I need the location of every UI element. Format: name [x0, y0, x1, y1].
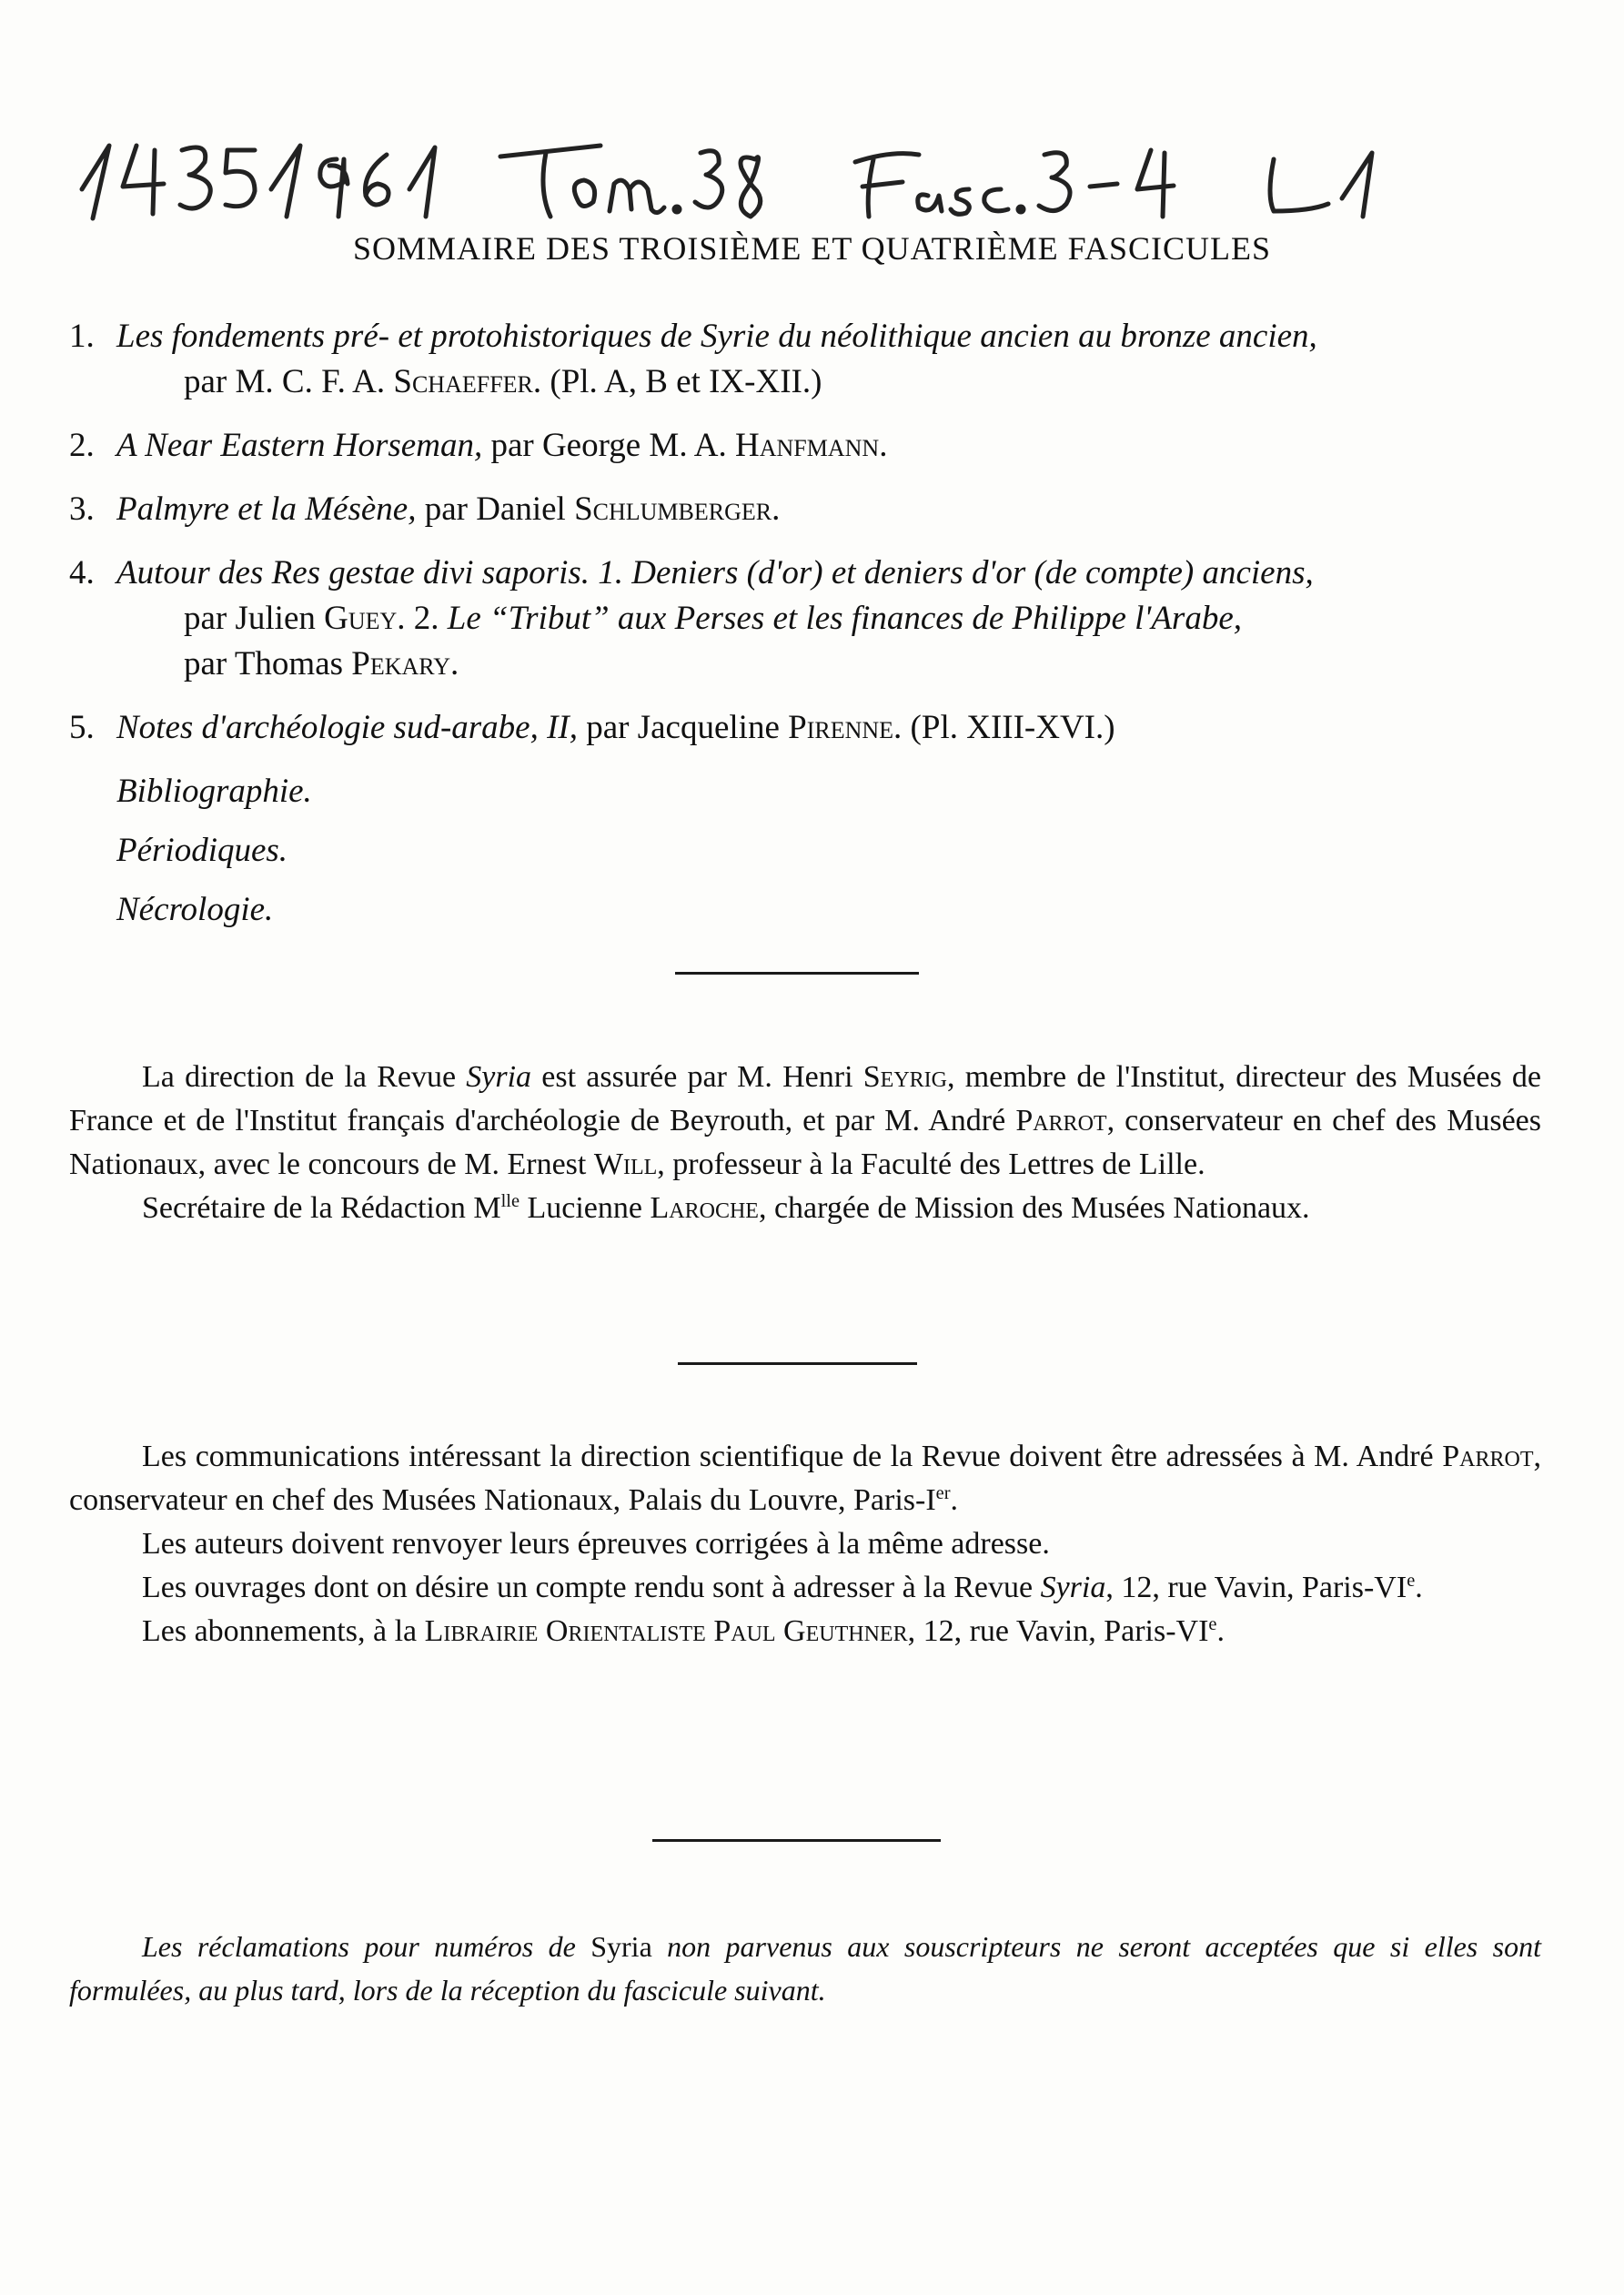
toc-item-number: 3. — [69, 490, 95, 528]
toc-extra-bibliographie: Bibliographie. — [116, 773, 312, 810]
toc-item-2 — [69, 423, 1543, 469]
article-byline: par Jacqueline — [577, 709, 780, 746]
handwriting-strokes — [73, 109, 1528, 246]
article-mid: . 2. — [397, 600, 439, 637]
article-author: Pirenne — [788, 709, 894, 746]
article-title: Les fondements pré- et protohistoriques de Syrie du néolithique ancien au bronze ancien, — [116, 318, 1317, 355]
toc-extra-periodiques: Périodiques. — [116, 832, 288, 869]
toc-item-number: 2. — [69, 427, 95, 464]
article-author: Schlumberger — [574, 490, 772, 528]
toc-item-body — [116, 487, 1543, 532]
toc-item-4 — [69, 551, 1543, 687]
claims-notice: Les réclamations pour numéros de Syria non parvenus aux souscripteurs ne seront acceptées que si elles sont formulées, au plus tard, lors de la réception du fascicule suivant. — [69, 1930, 1542, 2007]
article-byline: par George M. A. — [482, 427, 727, 464]
direction-paragraph: La direction de la Revue Syria est assurée par M. Henri Seyrig, membre de l'Institut, directeur des Musées de France et de l'Institut français d'archéologie de Beyrouth, et par M. André Parrot, conservateur en chef des Musées Nationaux, avec le concours de M. Ernest Will, professeur à la Faculté des Lettres de Lille. — [69, 1060, 1541, 1181]
toc-item-body — [116, 551, 1543, 687]
article-title-2: Le “Tribut” aux Perses et les finances de Philippe l'Arabe, — [447, 600, 1243, 637]
toc-item-number: 5. — [69, 709, 95, 746]
toc-item-body — [116, 314, 1543, 405]
section-divider — [675, 972, 919, 975]
article-title: A Near Eastern Horseman, — [116, 427, 483, 464]
secretary-paragraph: Secrétaire de la Rédaction $M^{lle}$ Lucienne Laroche, chargée de Mission des Musées Nationaux. — [142, 1190, 1310, 1225]
proofs-paragraph: Les auteurs doivent renvoyer leurs épreuves corrigées à la même adresse. — [142, 1527, 1050, 1561]
article-plates: . (Pl. XIII-XVI.) — [893, 709, 1115, 746]
handwritten-annotation — [73, 109, 1528, 246]
article-author: Guey — [324, 600, 398, 637]
article-end: . — [879, 427, 888, 464]
article-byline: par M. C. F. A. — [184, 363, 386, 400]
article-byline: par Julien — [184, 600, 316, 637]
sommaire-title: SOMMAIRE DES TROISIÈME ET QUATRIÈME FASCICULES — [352, 230, 1272, 267]
subscriptions-paragraph: Les abonnements, à la Librairie Orientaliste Paul Geuthner, 12, rue Vavin, Paris-VIe. — [142, 1613, 1225, 1648]
article-author-2: Pekary — [351, 645, 450, 682]
direction-section — [69, 1056, 1541, 1230]
toc-item-body — [116, 423, 1543, 469]
toc-item-1 — [69, 314, 1543, 405]
article-end: . — [449, 645, 459, 682]
reviews-paragraph: Les ouvrages dont on désire un compte rendu sont à adresser à la Revue Syria, 12, rue Vavin, Paris-VIe. — [142, 1570, 1423, 1604]
article-title: Notes d'archéologie sud-arabe, II, — [116, 709, 578, 746]
toc-extra-necrologie: Nécrologie. — [116, 891, 274, 928]
article-title: Autour des Res gestae divi saporis. 1. Deniers (d'or) et deniers d'or (de compte) anciens, — [116, 554, 1314, 591]
toc-item-number: 4. — [69, 554, 95, 591]
article-author: Hanfmann — [735, 427, 880, 464]
toc-item-number: 1. — [69, 318, 95, 355]
article-author: Schaeffer — [393, 363, 533, 400]
article-byline: par Daniel — [416, 490, 566, 528]
section-divider — [678, 1362, 917, 1365]
table-of-contents — [69, 314, 1543, 946]
article-title: Palmyre et la Mésène, — [116, 490, 417, 528]
section-divider — [652, 1839, 941, 1842]
article-end: . — [772, 490, 781, 528]
toc-item-body — [116, 705, 1543, 751]
communications-paragraph: Les communications intéressant la direction scientifique de la Revue doivent être adressées à M. André Parrot, conservateur en chef des Musées Nationaux, Palais du Louvre, Paris-Ier. — [69, 1440, 1541, 1517]
toc-item-3 — [69, 487, 1543, 532]
article-byline-2: par Thomas — [184, 645, 344, 682]
toc-item-5 — [69, 705, 1543, 751]
communications-section — [69, 1435, 1541, 1653]
article-plates: . (Pl. A, B et IX-XII.) — [532, 363, 822, 400]
